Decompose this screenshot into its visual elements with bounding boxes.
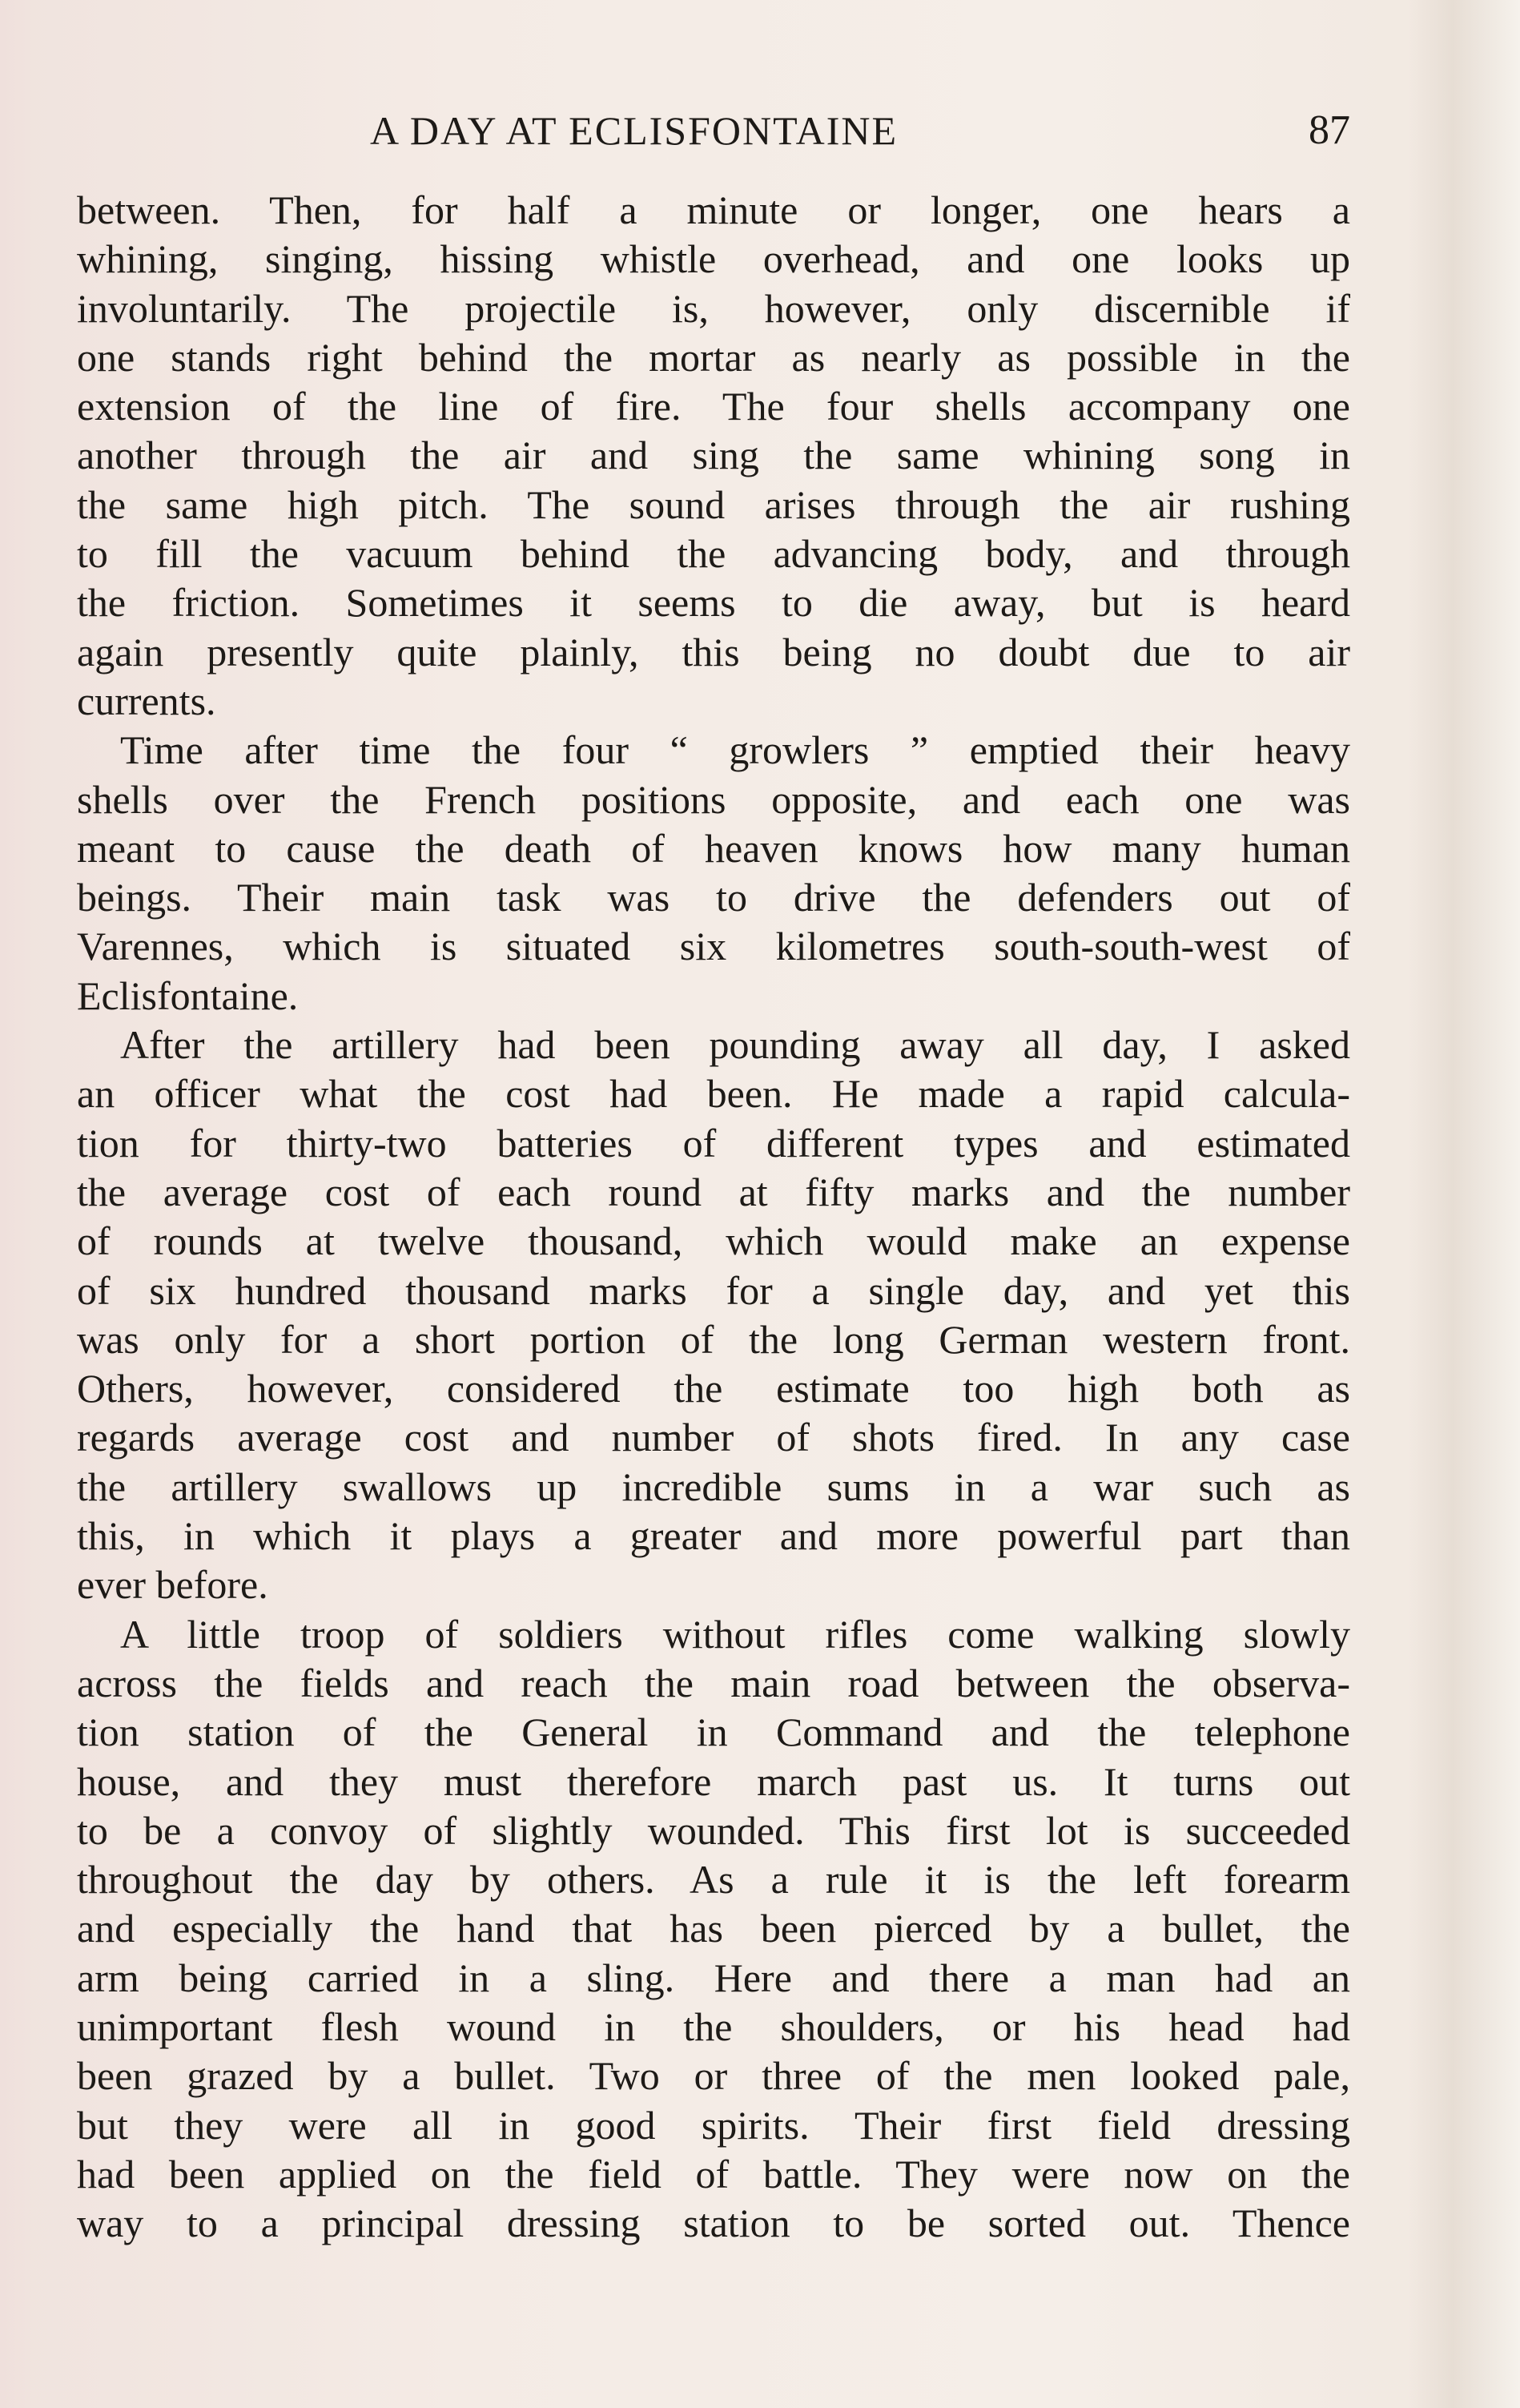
text-line: the average cost of each round at fifty marks and the number	[77, 1169, 1350, 1214]
page-edge-right	[1408, 0, 1520, 2408]
body-text	[77, 186, 1350, 2248]
text-line: involuntarily. The projectile is, however, only discernible if	[77, 285, 1350, 331]
text-line: was only for a short portion of the long German western front.	[77, 1316, 1350, 1362]
text-line: meant to cause the death of heaven knows how many human	[77, 825, 1350, 871]
text-line: the same high pitch. The sound arises through the air rushing	[77, 481, 1350, 527]
text-line: house, and they must therefore march past us. It turns out	[77, 1758, 1350, 1804]
text-line: of rounds at twelve thousand, which would make an expense	[77, 1218, 1350, 1264]
text-line: After the artillery had been pounding away all day, I asked	[120, 1022, 1350, 1068]
running-title: A DAY AT ECLISFONTAINE	[370, 108, 899, 153]
text-line: extension of the line of fire. The four shells accompany one	[77, 384, 1350, 429]
paragraph	[77, 1021, 1350, 1610]
text-line: this, in which it plays a greater and more powerful part than	[77, 1513, 1350, 1559]
text-line: across the fields and reach the main road between the observa-	[77, 1660, 1350, 1705]
text-line: unimportant flesh wound in the shoulders, or his head had	[77, 2003, 1350, 2049]
text-line: an officer what the cost had been. He made a rapid calcula-	[77, 1071, 1350, 1117]
text-line: Varennes, which is situated six kilometres south-south-west of	[77, 924, 1350, 969]
text-line: between. Then, for half a minute or longer, one hears a	[77, 187, 1350, 232]
text-line: had been applied on the field of battle. They were now on the	[77, 2151, 1350, 2197]
text-line: beings. Their main task was to drive the defenders out of	[77, 875, 1350, 920]
text-line: Others, however, considered the estimate too high both as	[77, 1366, 1350, 1411]
paragraph	[77, 186, 1350, 726]
text-line: Time after time the four “ growlers ” emptied their heavy	[120, 727, 1350, 773]
text-line: of six hundred thousand marks for a single day, and yet this	[77, 1267, 1350, 1313]
text-line: the artillery swallows up incredible sums in a war such as	[77, 1464, 1350, 1509]
text-line: tion for thirty-two batteries of different types and estimated	[77, 1120, 1350, 1166]
text-line: regards average cost and number of shots fired. In any case	[77, 1415, 1350, 1460]
text-line: another through the air and sing the same whining song in	[77, 433, 1350, 478]
text-line: to fill the vacuum behind the advancing body, and through	[77, 531, 1350, 577]
paragraph	[77, 726, 1350, 1021]
text-line: Eclisfontaine.	[77, 972, 299, 1018]
running-header	[77, 103, 1350, 159]
text-line: tion station of the General in Command and the telephone	[77, 1709, 1350, 1755]
text-line: arm being carried in a sling. Here and there a man had an	[77, 1955, 1350, 2000]
page-shadow-left	[0, 0, 32, 2408]
text-line: to be a convoy of slightly wounded. This first lot is succeeded	[77, 1807, 1350, 1853]
text-line: one stands right behind the mortar as nearly as possible in the	[77, 334, 1350, 380]
text-line: shells over the French positions opposite, and each one was	[77, 776, 1350, 822]
paragraph	[77, 1610, 1350, 2249]
text-line: and especially the hand that has been pierced by a bullet, the	[77, 1906, 1350, 1951]
text-line: but they were all in good spirits. Their first field dressing	[77, 2102, 1350, 2148]
text-line: again presently quite plainly, this being no doubt due to air	[77, 629, 1350, 674]
text-line: ever before.	[77, 1562, 268, 1608]
text-line: currents.	[77, 678, 216, 723]
text-line: way to a principal dressing station to be sorted out. Thence	[77, 2201, 1350, 2246]
text-line: the friction. Sometimes it seems to die away, but is heard	[77, 580, 1350, 626]
text-line: whining, singing, hissing whistle overhead, and one looks up	[77, 236, 1350, 282]
text-line: throughout the day by others. As a rule it is the left forearm	[77, 1857, 1350, 1903]
text-line: A little troop of soldiers without rifles come walking slowly	[120, 1611, 1350, 1657]
text-line: been grazed by a bullet. Two or three of the men looked pale,	[77, 2053, 1350, 2099]
page-number: 87	[1309, 107, 1350, 153]
